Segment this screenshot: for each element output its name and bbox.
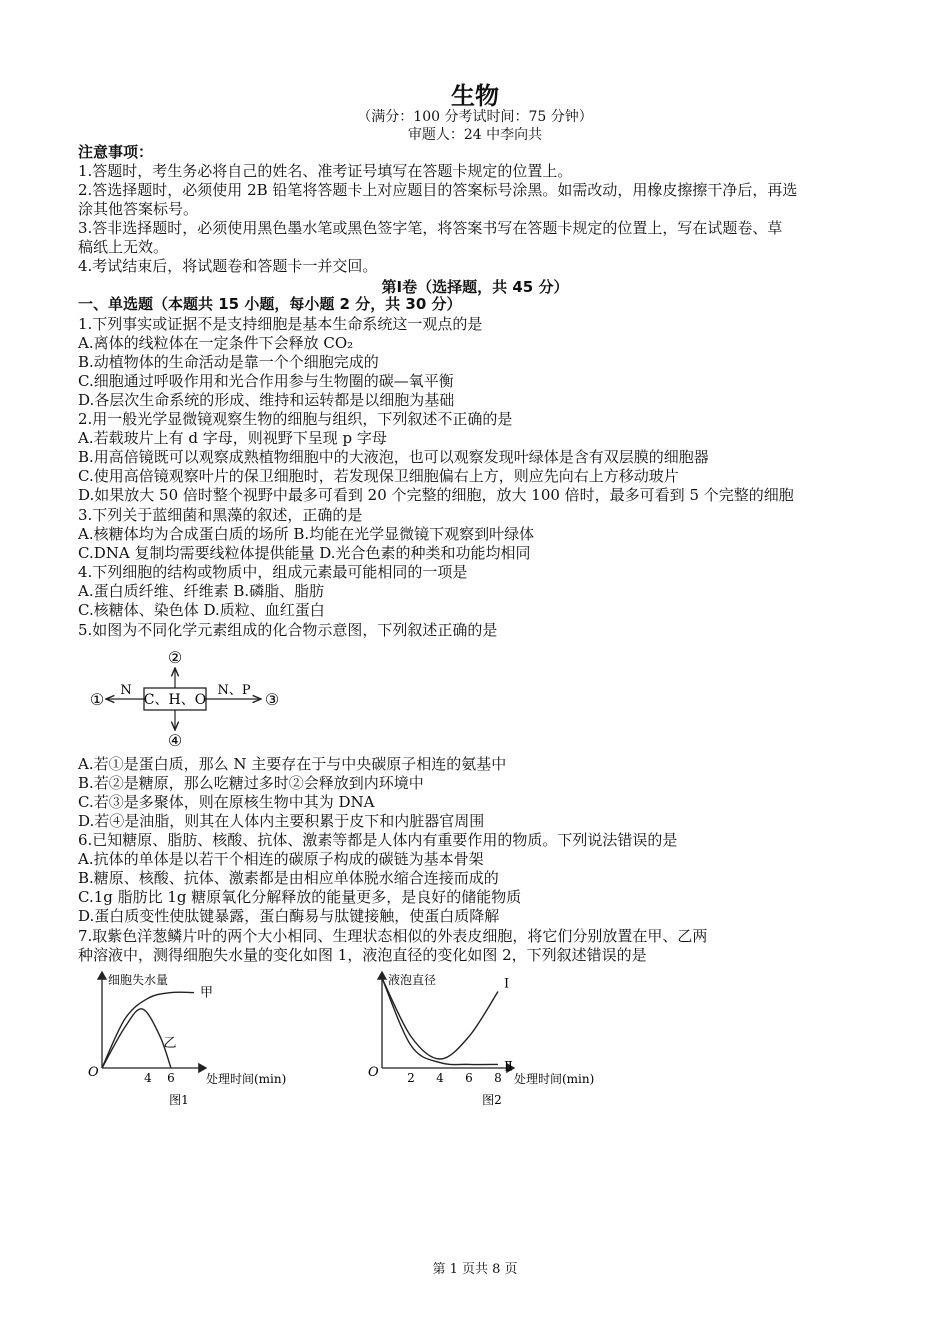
x-axis-label: 处理时间(min) — [514, 1072, 595, 1086]
y-axis-label: 液泡直径 — [388, 973, 437, 987]
part-title: 第Ⅰ卷（选择题，共 45 分） — [381, 278, 569, 296]
exam-subtitle: （满分：100 分考试时间：75 分钟） — [357, 109, 593, 125]
option-b: B.动植物体的生命活动是靠一个个细胞完成的 — [78, 353, 379, 371]
option-d: D.如果放大 50 倍时整个视野中最多可看到 20 个完整的细胞，放大 100 倍时，最多可看到 5 个完整的细胞 — [78, 486, 794, 504]
x-tick-label: 2 — [407, 1071, 415, 1085]
x-tick-label: 4 — [144, 1071, 152, 1085]
origin-label: O — [88, 1065, 99, 1080]
option-d: D.蛋白质变性使肽键暴露，蛋白酶易与肽键接触，使蛋白质降解 — [78, 907, 500, 925]
option-ab: A.核糖体均为合成蛋白质的场所 B.均能在光学显微镜下观察到叶绿体 — [78, 525, 535, 543]
center-label: C、H、O — [143, 692, 207, 708]
notice-heading: 注意事项： — [78, 143, 154, 161]
x-tick-label: 6 — [465, 1071, 473, 1085]
option-d: D.若④是油脂，则其在人体内主要积累于皮下和内脏器官周围 — [78, 812, 485, 830]
series-line — [102, 992, 194, 1068]
question-stem-cont: 种溶液中，测得细胞失水量的变化如图 1，液泡直径的变化如图 2，下列叙述错误的是 — [78, 946, 647, 964]
option-c: C.细胞通过呼吸作用和光合作用参与生物圈的碳—氧平衡 — [78, 372, 454, 390]
origin-label: O — [368, 1065, 379, 1080]
option-a: A.离体的线粒体在一定条件下会释放 CO₂ — [78, 334, 354, 352]
option-cd: C.DNA 复制均需要线粒体提供能量 D.光合色素的种类和功能均相同 — [78, 544, 531, 562]
series-label: 甲 — [200, 985, 214, 1001]
node-4: ④ — [167, 731, 183, 750]
series-label: 乙 — [163, 1036, 177, 1052]
notice-item: 涂其他答案标号。 — [78, 200, 199, 218]
reviewer-line: 审题人：24 中李向共 — [407, 127, 543, 143]
notice-item: 2.答选择题时，必须使用 2B 铅笔将答题卡上对应题目的答案标号涂黑。如需改动，用橡皮擦擦干净后，再选 — [78, 181, 798, 199]
page-footer: 第 1 页共 8 页 — [432, 1262, 518, 1277]
node-3: ③ — [264, 690, 280, 709]
section-title: 一、单选题（本题共 15 小题，每小题 2 分，共 30 分） — [78, 295, 462, 313]
figure-caption: 图2 — [482, 1093, 502, 1107]
question-stem: 6.已知糖原、脂肪、核酸、抗体、激素等都是人体内有重要作用的物质。下列说法错误的是 — [78, 831, 678, 849]
x-tick-label: 4 — [436, 1071, 444, 1085]
figure-caption: 图1 — [169, 1093, 189, 1107]
element-compound-diagram — [86, 644, 296, 752]
x-axis-label: 处理时间(min) — [206, 1072, 287, 1086]
series-line — [102, 1009, 171, 1068]
node-2: ② — [167, 648, 183, 667]
notice-item: 1.答题时，考生务必将自己的姓名、准考证号填写在答题卡规定的位置上。 — [78, 162, 573, 180]
option-a: A.若①是蛋白质，那么 N 主要存在于与中央碳原子相连的氨基中 — [78, 755, 507, 773]
option-c: C.使用高倍镜观察叶片的保卫细胞时，若发现保卫细胞偏右上方，则应先向右上方移动玻片 — [78, 467, 679, 485]
option-c: C.1g 脂肪比 1g 糖原氧化分解释放的能量更多，是良好的储能物质 — [78, 888, 522, 906]
series-label: Ⅱ — [504, 1059, 513, 1075]
option-d: D.各层次生命系统的形成、维持和运转都是以细胞为基础 — [78, 391, 455, 409]
question-stem: 7.取紫色洋葱鳞片叶的两个大小相同、生理状态相似的外表皮细胞，将它们分别放置在甲、乙两 — [78, 927, 708, 945]
question-stem: 4.下列细胞的结构或物质中，组成元素最可能相同的一项是 — [78, 563, 468, 581]
right-arrow-label: N、P — [217, 683, 251, 698]
option-b: B.若②是糖原，那么吃糖过多时②会释放到内环境中 — [78, 774, 424, 792]
option-cd: C.核糖体、染色体 D.质粒、血红蛋白 — [78, 601, 325, 619]
series-label: Ⅰ — [504, 976, 510, 992]
question-stem: 5.如图为不同化学元素组成的化合物示意图，下列叙述正确的是 — [78, 621, 498, 639]
page-title: 生物 — [451, 82, 499, 110]
option-c: C.若③是多聚体，则在原核生物中其为 DNA — [78, 793, 375, 811]
option-ab: A.蛋白质纤维、纤维素 B.磷脂、脂肪 — [78, 582, 325, 600]
notice-item: 3.答非选择题时，必须使用黑色墨水笔或黑色签字笔，将答案书写在答题卡规定的位置上，写在试题卷、草 — [78, 219, 783, 237]
x-tick-label: 8 — [494, 1071, 502, 1085]
y-axis-label: 细胞失水量 — [108, 973, 169, 987]
left-arrow-label: N — [120, 683, 132, 698]
option-a: A.抗体的单体是以若干个相连的碳原子构成的碳链为基本骨架 — [78, 850, 484, 868]
figure-1-chart — [84, 966, 344, 1110]
question-stem: 1.下列事实或证据不是支持细胞是基本生命系统这一观点的是 — [78, 315, 483, 333]
node-1: ① — [89, 690, 105, 709]
option-b: B.用高倍镜既可以观察成熟植物细胞中的大液泡，也可以观察发现叶绿体是含有双层膜的细胞器 — [78, 448, 709, 466]
option-a: A.若载玻片上有 d 字母，则视野下呈现 p 字母 — [78, 429, 387, 447]
series-line — [382, 978, 498, 1059]
figure-2-chart — [364, 966, 634, 1110]
notice-item: 稿纸上无效。 — [78, 238, 169, 256]
option-b: B.糖原、核酸、抗体、激素都是由相应单体脱水缩合连接而成的 — [78, 869, 499, 887]
x-tick-label: 6 — [167, 1071, 175, 1085]
question-stem: 2.用一般光学显微镜观察生物的细胞与组织，下列叙述不正确的是 — [78, 410, 513, 428]
notice-item: 4.考试结束后，将试题卷和答题卡一并交回。 — [78, 257, 378, 275]
question-stem: 3.下列关于蓝细菌和黑藻的叙述，正确的是 — [78, 506, 363, 524]
